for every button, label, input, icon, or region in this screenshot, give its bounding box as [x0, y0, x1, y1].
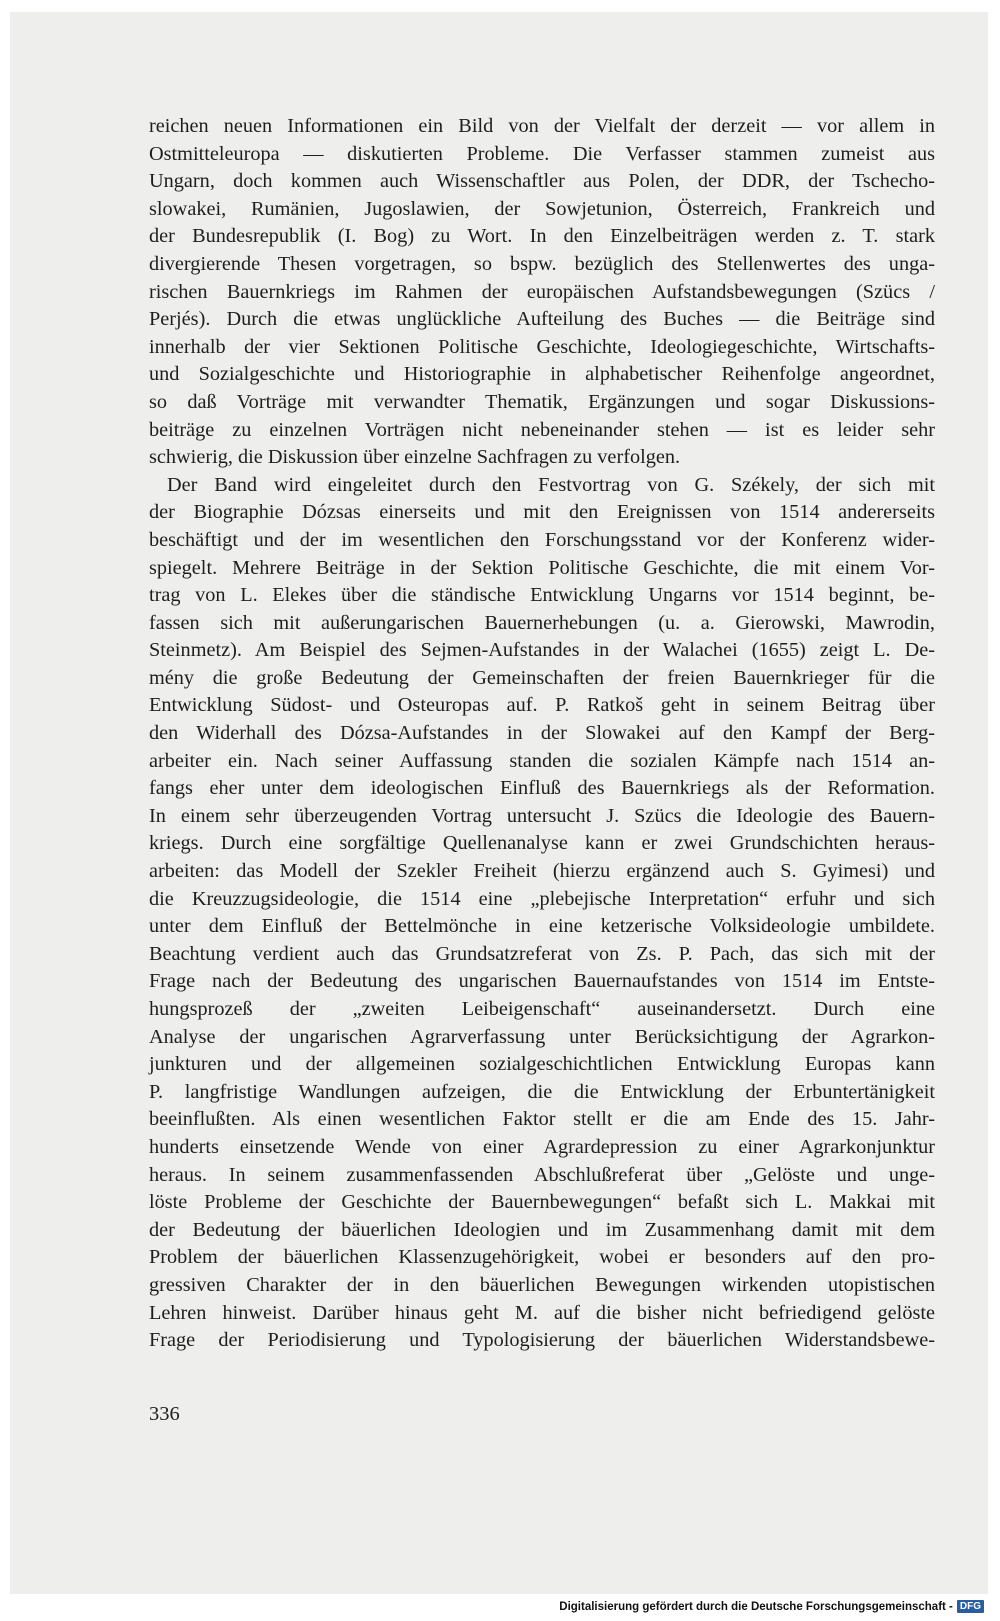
body-text	[149, 113, 935, 1355]
dfg-logo: DFG	[957, 1600, 984, 1613]
text-line: der Bundesrepublik (I. Bog) zu Wort. In den Einzelbeiträgen werden z. T. stark	[149, 225, 935, 248]
funding-credit: Digitalisierung gefördert durch die Deutsche Forschungsgemeinschaft -	[559, 1600, 953, 1613]
text-line: Steinmetz). Am Beispiel des Sejmen-Aufstandes in der Walachei (1655) zeigt L. De-	[149, 639, 935, 662]
text-line: Ostmitteleuropa — diskutierten Probleme. Die Verfasser stammen zumeist aus	[149, 142, 935, 165]
paragraph-end-line: schwierig, die Diskussion über einzelne Sachfragen zu verfolgen.	[149, 446, 681, 469]
text-line: beeinflußten. Als einen wesentlichen Faktor stellt er die am Ende des 15. Jahr-	[149, 1108, 935, 1131]
text-line: junkturen und der allgemeinen sozialgeschichtlichen Entwicklung Europas kann	[149, 1053, 935, 1076]
text-line: hungsprozeß der „zweiten Leibeigenschaft“ auseinandersetzt. Durch eine	[149, 998, 935, 1020]
text-line: Ungarn, doch kommen auch Wissenschaftler aus Polen, der DDR, der Tschecho-	[149, 170, 935, 193]
text-line: beiträge zu einzelnen Vorträgen nicht nebeneinander stehen — ist es leider sehr	[149, 418, 935, 441]
text-line: löste Probleme der Geschichte der Bauernbewegungen“ befaßt sich L. Makkai mit	[149, 1191, 935, 1214]
text-line: Analyse der ungarischen Agrarverfassung unter Berücksichtigung der Agrarkon-	[149, 1025, 935, 1048]
text-line: Problem der bäuerlichen Klassenzugehörigkeit, wobei er besonders auf den pro-	[149, 1246, 935, 1269]
text-line: der Bedeutung der bäuerlichen Ideologien und im Zusammenhang damit mit dem	[149, 1218, 935, 1241]
text-line: Frage nach der Bedeutung des ungarischen Bauernaufstandes von 1514 im Entste-	[149, 970, 935, 993]
text-line: innerhalb der vier Sektionen Politische Geschichte, Ideologiegeschichte, Wirtschafts-	[149, 335, 935, 358]
text-line: so daß Vorträge mit verwandter Thematik, Ergänzungen und sogar Diskussions-	[149, 390, 935, 413]
text-line: Entwicklung Südost- und Osteuropas auf. P. Ratkoš geht in seinem Beitrag über	[149, 694, 935, 717]
text-line: P. langfristige Wandlungen aufzeigen, die die Entwicklung der Erbuntertänigkeit	[149, 1080, 935, 1103]
text-line: arbeiten: das Modell der Szekler Freiheit (hierzu ergänzend auch S. Gyimesi) und	[149, 860, 935, 883]
text-line: mény die große Bedeutung der Gemeinschaften der freien Bauernkrieger für die	[149, 666, 935, 689]
text-line: reichen neuen Informationen ein Bild von der Vielfalt der derzeit — vor allem in	[149, 115, 935, 137]
text-line: divergierende Thesen vorgetragen, so bspw. bezüglich des Stellenwertes des unga-	[149, 252, 935, 275]
text-line: fassen sich mit außerungarischen Bauernerhebungen (u. a. Gierowski, Mawrodin,	[149, 611, 935, 634]
text-line: slowakei, Rumänien, Jugoslawien, der Sowjetunion, Österreich, Frankreich und	[149, 197, 935, 220]
text-line: die Kreuzzugsideologie, die 1514 eine „plebejische Interpretation“ erfuhr und sich	[149, 887, 935, 910]
text-line: Perjés). Durch die etwas unglückliche Aufteilung des Buches — die Beiträge sind	[149, 308, 935, 331]
text-line: Lehren hinweist. Darüber hinaus geht M. auf die bisher nicht befriedigend gelöste	[149, 1301, 935, 1324]
text-line: fangs eher unter dem ideologischen Einfluß des Bauernkriegs als der Reformation.	[149, 777, 935, 800]
text-line: kriegs. Durch eine sorgfältige Quellenanalyse kann er zwei Grundschichten heraus-	[149, 832, 935, 855]
text-line: und Sozialgeschichte und Historiographie in alphabetischer Reihenfolge angeordnet,	[149, 363, 935, 386]
text-line: arbeiter ein. Nach seiner Auffassung standen die sozialen Kämpfe nach 1514 an-	[149, 749, 935, 772]
text-line: der Biographie Dózsas einerseits und mit den Ereignissen von 1514 andererseits	[149, 501, 935, 524]
text-line: hunderts einsetzende Wende von einer Agrardepression zu einer Agrarkonjunktur	[149, 1135, 935, 1158]
text-line: den Widerhall des Dózsa-Aufstandes in der Slowakei auf den Kampf der Berg-	[149, 722, 935, 745]
text-line: gressiven Charakter der in den bäuerlichen Bewegungen wirkenden utopistischen	[149, 1273, 935, 1296]
text-line: Frage der Periodisierung und Typologisierung der bäuerlichen Widerstandsbewe-	[149, 1329, 935, 1352]
page-number: 336	[149, 1403, 180, 1425]
text-line: rischen Bauernkriegs im Rahmen der europäischen Aufstandsbewegungen (Szücs /	[149, 280, 935, 303]
text-line: trag von L. Elekes über die ständische Entwicklung Ungarns vor 1514 beginnt, be-	[149, 584, 935, 607]
digitization-footer	[559, 1600, 984, 1613]
text-line: heraus. In seinem zusammenfassenden Abschlußreferat über „Gelöste und unge-	[149, 1163, 935, 1186]
text-line: beschäftigt und der im wesentlichen den Forschungsstand vor der Konferenz wider-	[149, 528, 935, 551]
paragraph-start-line: Der Band wird eingeleitet durch den Festvortrag von G. Székely, der sich mit	[167, 473, 935, 496]
text-line: Beachtung verdient auch das Grundsatzreferat von Zs. P. Pach, das sich mit der	[149, 942, 935, 965]
text-line: spiegelt. Mehrere Beiträge in der Sektion Politische Geschichte, die mit einem Vor-	[149, 556, 935, 579]
text-line: unter dem Einfluß der Bettelmönche in eine ketzerische Volksideologie umbildete.	[149, 915, 935, 938]
text-line: In einem sehr überzeugenden Vortrag untersucht J. Szücs die Ideologie des Bauern-	[149, 804, 935, 827]
